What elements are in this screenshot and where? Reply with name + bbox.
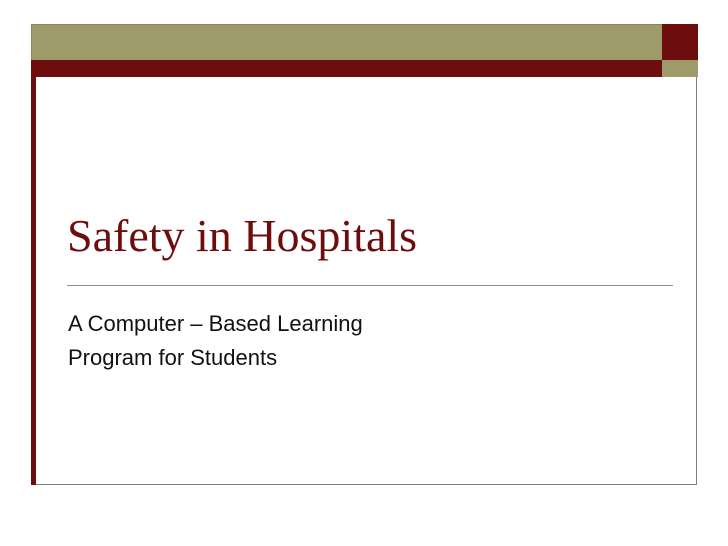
slide-title: Safety in Hospitals (67, 210, 418, 261)
header-band-maroon (31, 60, 662, 77)
frame-left-bar (31, 77, 36, 485)
subtitle-line-1: A Computer – Based Learning (68, 311, 363, 336)
subtitle-line-2: Program for Students (68, 345, 278, 370)
title-divider (67, 285, 673, 286)
content-frame (31, 77, 697, 485)
header-corner-maroon (662, 24, 698, 60)
slide-subtitle (68, 307, 363, 375)
header-corner-olive (662, 60, 698, 77)
header-band-olive (31, 24, 663, 61)
